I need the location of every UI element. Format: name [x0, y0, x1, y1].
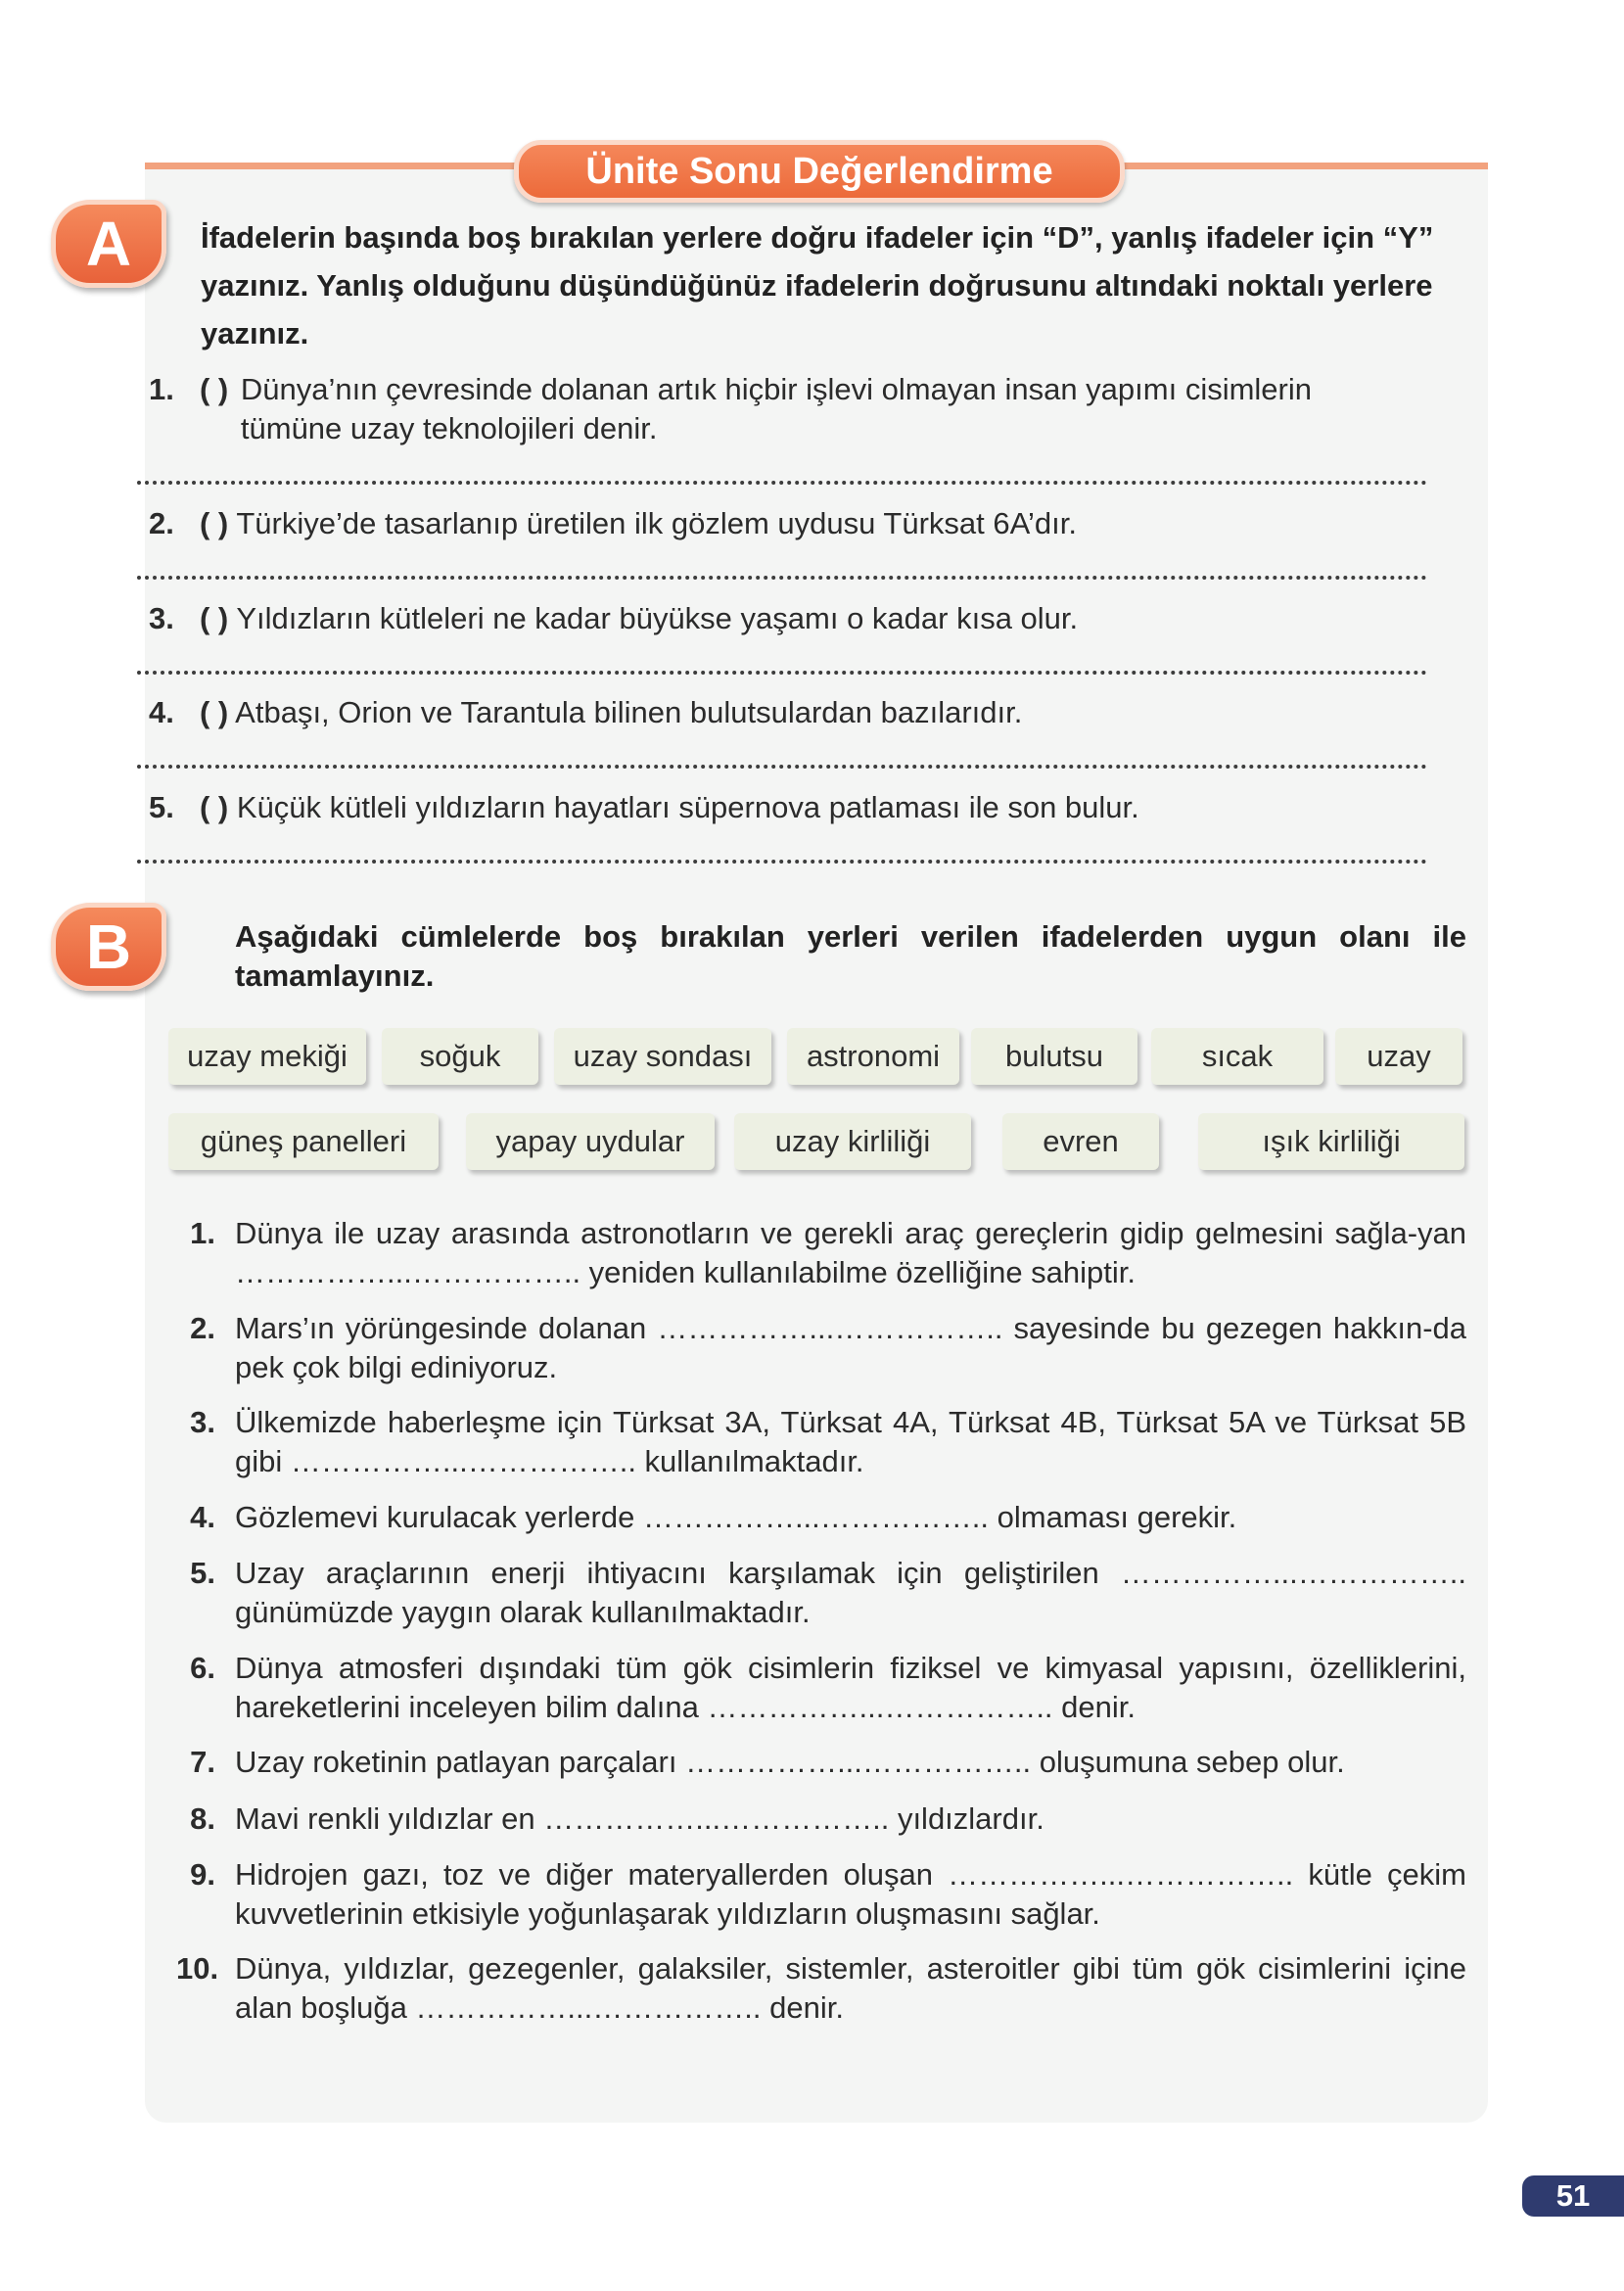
item-number: 10. [176, 1951, 219, 1986]
section-b-item [176, 1309, 1466, 1387]
answer-line[interactable] [137, 765, 1427, 769]
section-b-item [176, 1855, 1466, 1934]
section-b-item [176, 1554, 1466, 1632]
item-text: Gözlemevi kurulacak yerlerde ……………...…………….. olmaması gerekir. [235, 1500, 1237, 1534]
section-a-badge: A [51, 200, 166, 288]
page-title: Ünite Sonu Değerlendirme [514, 140, 1125, 203]
section-b-item [176, 1800, 1466, 1839]
word-chip[interactable]: uzay [1335, 1028, 1462, 1085]
section-a-item [149, 370, 1431, 448]
answer-blank[interactable]: ( ) [200, 601, 229, 635]
item-text: Türkiye’de tasarlanıp üretilen ilk gözlem uydusu Türksat 6A’dır. [236, 506, 1077, 540]
word-chip[interactable]: uzay mekiği [168, 1028, 366, 1085]
item-number: 4. [190, 1500, 215, 1534]
item-text: Uzay araçlarının enerji ihtiyacını karşılamak için geliştirilen ……………...…………….. günümüzde yaygın olarak kullanılmaktadır. [235, 1556, 1466, 1629]
item-number: 3. [149, 601, 174, 635]
section-a-item [149, 504, 1431, 543]
word-chip[interactable]: güneş panelleri [168, 1113, 439, 1170]
item-text: Dünya atmosferi dışındaki tüm gök cisimlerin fiziksel ve kimyasal yapısını, özelliklerini, hareketlerini inceleyen bilim dalına ……………...…………….. denir. [235, 1651, 1466, 1724]
item-number: 4. [149, 695, 174, 729]
item-text: Atbaşı, Orion ve Tarantula bilinen bulutsulardan bazılarıdır. [235, 695, 1023, 729]
item-number: 3. [190, 1405, 215, 1439]
word-chip[interactable]: astronomi [787, 1028, 959, 1085]
item-text: Dünya’nın çevresinde dolanan artık hiçbir işlevi olmayan insan yapımı cisimlerin tümüne uzay teknolojileri denir. [240, 372, 1313, 445]
section-b-item [176, 1498, 1466, 1537]
section-b-badge: B [51, 903, 166, 991]
item-text: Hidrojen gazı, toz ve diğer materyallerden oluşan ……………...…………….. kütle çekim kuvvetlerinin etkisiyle yoğunlaşarak yıldızların oluşmasını sağlar. [235, 1857, 1466, 1931]
item-number: 1. [190, 1216, 215, 1250]
item-number: 7. [190, 1745, 215, 1779]
item-text: Yıldızların kütleleri ne kadar büyükse yaşamı o kadar kısa olur. [236, 601, 1079, 635]
answer-blank[interactable]: ( ) [200, 506, 229, 540]
word-chip[interactable]: soğuk [382, 1028, 538, 1085]
item-text: Mars’ın yörüngesinde dolanan ……………...…………….. sayesinde bu gezegen hakkın-da pek çok bilgi ediniyoruz. [235, 1311, 1466, 1384]
answer-line[interactable] [137, 671, 1427, 675]
item-number: 9. [190, 1857, 215, 1892]
item-text: Dünya ile uzay arasında astronotların ve gerekli araç gereçlerin gidip gelmesini sağla-yan ……………...…………….. yeniden kullanılabilme özelliğine sahiptir. [235, 1216, 1466, 1289]
item-number: 5. [190, 1556, 215, 1590]
item-text: Dünya, yıldızlar, gezegenler, galaksiler, sistemler, asteroitler gibi tüm gök cisimlerini içine alan boşluğa ……………...…………….. denir. [235, 1951, 1466, 2025]
word-chip[interactable]: sıcak [1151, 1028, 1323, 1085]
section-b-item [176, 1214, 1466, 1292]
word-chip[interactable]: bulutsu [971, 1028, 1137, 1085]
item-text: Uzay roketinin patlayan parçaları ……………...…………….. oluşumuna sebep olur. [235, 1745, 1345, 1779]
section-a-instruction: İfadelerin başında boş bırakılan yerlere doğru ifadeler için “D”, yanlış ifadeler için “Y” yazınız. Yanlış olduğunu düşündüğünüz ifadelerin doğrusunu altındaki noktalı yerlere yazınız. [201, 220, 1434, 351]
answer-blank[interactable]: ( ) [200, 790, 229, 824]
item-number: 8. [190, 1801, 215, 1836]
word-chip[interactable]: ışık kirliliği [1198, 1113, 1464, 1170]
item-text: Ülkemizde haberleşme için Türksat 3A, Türksat 4A, Türksat 4B, Türksat 5A ve Türksat 5B gibi ……………...…………….. kullanılmaktadır. [235, 1405, 1466, 1478]
section-b-item [176, 1743, 1466, 1782]
answer-blank[interactable]: ( ) [200, 372, 229, 406]
word-chip[interactable]: uzay kirliliği [734, 1113, 971, 1170]
section-b-item [176, 1949, 1466, 2028]
item-number: 6. [190, 1651, 215, 1685]
item-text: Mavi renkli yıldızlar en ……………...…………….. yıldızlardır. [235, 1801, 1044, 1836]
answer-line[interactable] [137, 576, 1427, 580]
page-number: 51 [1522, 2175, 1624, 2217]
item-text: Küçük kütleli yıldızların hayatları süpernova patlaması ile son bulur. [236, 790, 1139, 824]
word-chip[interactable]: evren [1002, 1113, 1159, 1170]
answer-line[interactable] [137, 860, 1427, 864]
section-b-instruction: Aşağıdaki cümlelerde boş bırakılan yerleri verilen ifadelerden uygun olanı ile tamamlayınız. [235, 919, 1466, 993]
answer-blank[interactable]: ( ) [200, 695, 229, 729]
item-number: 1. [149, 372, 174, 406]
section-a-item [149, 693, 1431, 732]
section-b-item [176, 1649, 1466, 1727]
section-b-item [176, 1403, 1466, 1481]
item-number: 5. [149, 790, 174, 824]
answer-line[interactable] [137, 481, 1427, 485]
word-chip[interactable]: yapay uydular [466, 1113, 715, 1170]
section-a-item [149, 788, 1431, 827]
section-a-item [149, 599, 1431, 638]
item-number: 2. [190, 1311, 215, 1345]
item-number: 2. [149, 506, 174, 540]
word-chip[interactable]: uzay sondası [554, 1028, 771, 1085]
